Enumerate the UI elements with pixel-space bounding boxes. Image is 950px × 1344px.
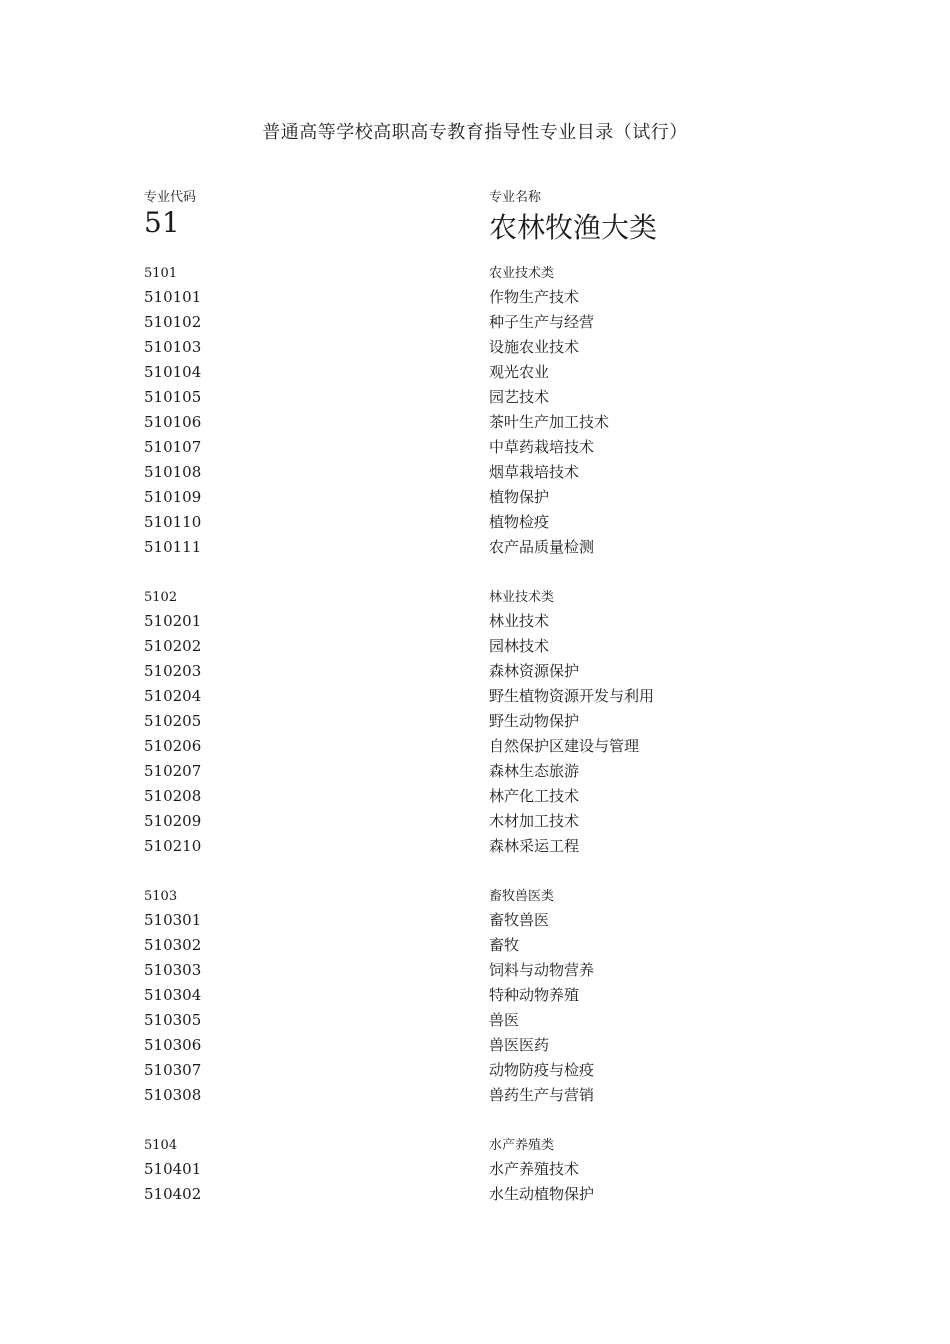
category-row	[0, 887, 950, 910]
specialty-code: 510104	[144, 363, 202, 381]
specialty-row	[0, 1184, 950, 1209]
specialty-name: 兽医	[489, 1011, 520, 1029]
category-name: 水产养殖类	[489, 1138, 555, 1153]
specialty-row	[0, 287, 950, 312]
specialty-row	[0, 412, 950, 437]
specialty-row	[0, 611, 950, 636]
specialty-code: 510101	[144, 288, 202, 306]
specialty-code: 510204	[144, 687, 202, 705]
category-code: 5102	[144, 590, 178, 605]
specialty-name: 植物保护	[489, 488, 550, 506]
specialty-name: 林业技术	[489, 612, 550, 630]
specialty-row	[0, 985, 950, 1010]
specialty-row	[0, 362, 950, 387]
specialty-code: 510304	[144, 986, 202, 1004]
specialty-code: 510305	[144, 1011, 202, 1029]
specialty-row	[0, 512, 950, 537]
category-section	[0, 588, 950, 861]
category-row	[0, 264, 950, 287]
category-name: 农业技术类	[489, 266, 555, 281]
specialty-code: 510202	[144, 637, 202, 655]
header-name: 专业名称	[489, 190, 542, 205]
specialty-code: 510109	[144, 488, 202, 506]
category-row	[0, 1136, 950, 1159]
specialty-code: 510201	[144, 612, 202, 630]
specialty-code: 510303	[144, 961, 202, 979]
specialty-name: 农产品质量检测	[489, 538, 595, 556]
specialty-code: 510106	[144, 413, 202, 431]
specialty-name: 园艺技术	[489, 388, 550, 406]
specialty-row	[0, 711, 950, 736]
specialty-row	[0, 337, 950, 362]
specialty-row	[0, 537, 950, 562]
category-code: 5103	[144, 889, 178, 904]
category-code: 5104	[144, 1138, 178, 1153]
specialty-row	[0, 387, 950, 412]
specialty-name: 畜牧	[489, 936, 520, 954]
specialty-row	[0, 686, 950, 711]
specialty-row	[0, 761, 950, 786]
header-code: 专业代码	[144, 190, 197, 205]
specialty-name: 野生植物资源开发与利用	[489, 687, 655, 705]
specialty-row	[0, 1010, 950, 1035]
category-list	[0, 264, 950, 1235]
specialty-name: 自然保护区建设与管理	[489, 737, 640, 755]
specialty-code: 510208	[144, 787, 202, 805]
specialty-name: 植物检疫	[489, 513, 550, 531]
specialty-row	[0, 487, 950, 512]
specialty-row	[0, 786, 950, 811]
category-name: 林业技术类	[489, 590, 555, 605]
specialty-code: 510102	[144, 313, 202, 331]
specialty-name: 观光农业	[489, 363, 550, 381]
specialty-row	[0, 811, 950, 836]
page-title: 普通高等学校高职高专教育指导性专业目录（试行）	[262, 122, 688, 143]
specialty-name: 种子生产与经营	[489, 313, 595, 331]
specialty-code: 510107	[144, 438, 202, 456]
specialty-name: 兽医医药	[489, 1036, 550, 1054]
specialty-name: 园林技术	[489, 637, 550, 655]
specialty-code: 510205	[144, 712, 202, 730]
specialty-name: 森林生态旅游	[489, 762, 580, 780]
specialty-row	[0, 836, 950, 861]
specialty-code: 510301	[144, 911, 202, 929]
specialty-name: 作物生产技术	[489, 288, 580, 306]
specialty-row	[0, 437, 950, 462]
category-section	[0, 887, 950, 1110]
specialty-name: 饲料与动物营养	[489, 961, 595, 979]
specialty-code: 510402	[144, 1185, 202, 1203]
specialty-row	[0, 312, 950, 337]
specialty-code: 510108	[144, 463, 202, 481]
category-section	[0, 1136, 950, 1209]
category-section	[0, 264, 950, 562]
specialty-row	[0, 736, 950, 761]
specialty-code: 510210	[144, 837, 202, 855]
specialty-name: 中草药栽培技术	[489, 438, 595, 456]
specialty-row	[0, 636, 950, 661]
specialty-row	[0, 661, 950, 686]
specialty-code: 510308	[144, 1086, 202, 1104]
specialty-name: 林产化工技术	[489, 787, 580, 805]
specialty-code: 510103	[144, 338, 202, 356]
specialty-code: 510105	[144, 388, 202, 406]
specialty-name: 野生动物保护	[489, 712, 580, 730]
specialty-row	[0, 1159, 950, 1184]
specialty-name: 森林资源保护	[489, 662, 580, 680]
specialty-code: 510111	[144, 538, 202, 556]
specialty-code: 510401	[144, 1160, 202, 1178]
specialty-row	[0, 1035, 950, 1060]
specialty-name: 木材加工技术	[489, 812, 580, 830]
specialty-name: 兽药生产与营销	[489, 1086, 595, 1104]
specialty-name: 特种动物养殖	[489, 986, 580, 1004]
specialty-row	[0, 462, 950, 487]
specialty-name: 烟草栽培技术	[489, 463, 580, 481]
category-row	[0, 588, 950, 611]
specialty-row	[0, 1085, 950, 1110]
specialty-code: 510307	[144, 1061, 202, 1079]
specialty-code: 510302	[144, 936, 202, 954]
specialty-code: 510207	[144, 762, 202, 780]
specialty-code: 510206	[144, 737, 202, 755]
specialty-row	[0, 935, 950, 960]
specialty-code: 510110	[144, 513, 202, 531]
specialty-name: 畜牧兽医	[489, 911, 550, 929]
specialty-code: 510209	[144, 812, 202, 830]
major-category-name: 农林牧渔大类	[489, 211, 658, 244]
specialty-name: 茶叶生产加工技术	[489, 413, 610, 431]
specialty-name: 森林采运工程	[489, 837, 580, 855]
category-name: 畜牧兽医类	[489, 889, 555, 904]
specialty-row	[0, 960, 950, 985]
specialty-name: 水生动植物保护	[489, 1185, 595, 1203]
specialty-name: 水产养殖技术	[489, 1160, 580, 1178]
specialty-name: 动物防疫与检疫	[489, 1061, 595, 1079]
specialty-code: 510203	[144, 662, 202, 680]
category-code: 5101	[144, 266, 178, 281]
major-category-code: 51	[144, 206, 180, 239]
specialty-row	[0, 1060, 950, 1085]
specialty-name: 设施农业技术	[489, 338, 580, 356]
specialty-code: 510306	[144, 1036, 202, 1054]
specialty-row	[0, 910, 950, 935]
